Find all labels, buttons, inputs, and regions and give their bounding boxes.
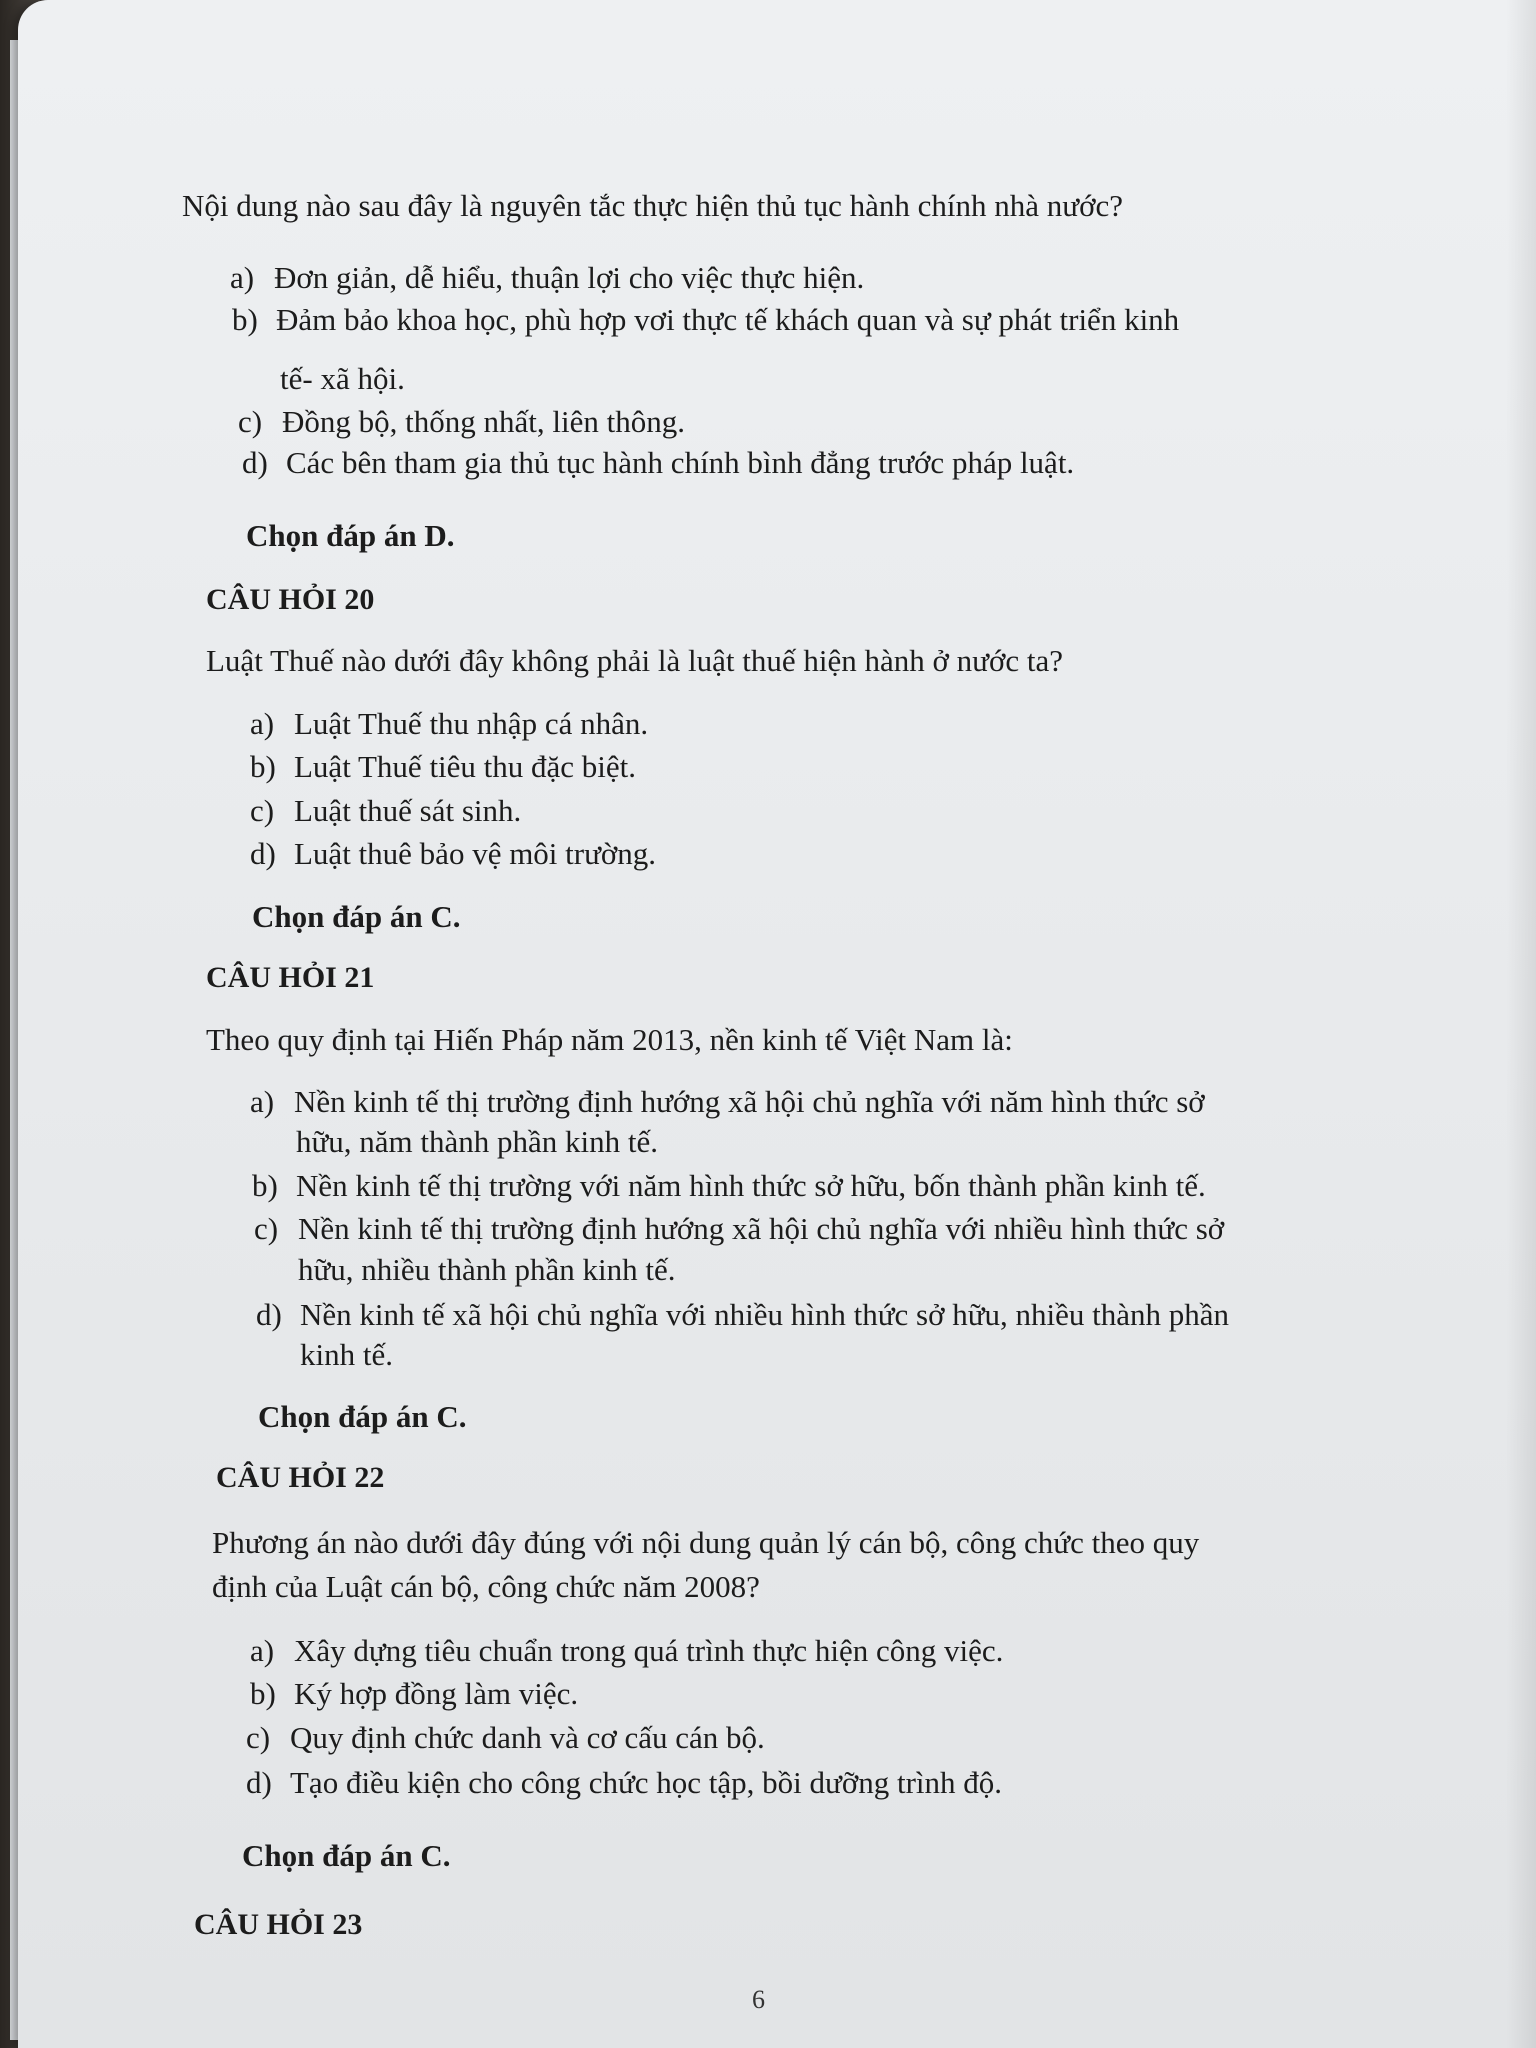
option-letter: b)	[250, 1676, 276, 1711]
q22-question-line1: Phương án nào dưới đây đúng với nội dung quản lý cán bộ, công chức theo quy	[212, 1525, 1200, 1560]
q21-answer: Chọn đáp án C.	[258, 1399, 467, 1434]
option-letter: d)	[250, 836, 276, 871]
q22-option-b	[250, 1674, 578, 1714]
option-text: Luật thuê bảo vệ môi trường.	[294, 836, 657, 871]
option-letter: a)	[230, 260, 255, 295]
q21-question: Theo quy định tại Hiến Pháp năm 2013, nền kinh tế Việt Nam là:	[206, 1022, 1013, 1057]
q21-option-c-continued: hữu, nhiều thành phần kinh tế.	[298, 1252, 676, 1287]
q22-option-a	[250, 1631, 1003, 1671]
option-text: Đơn giản, dễ hiểu, thuận lợi cho việc thực hiện.	[274, 260, 865, 295]
q22-option-d	[246, 1763, 1002, 1803]
intro-question: Nội dung nào sau đây là nguyên tắc thực hiện thủ tục hành chính nhà nước?	[182, 188, 1123, 223]
q21-option-c	[254, 1209, 1224, 1249]
q20-option-a	[250, 704, 648, 744]
intro-option-a	[230, 258, 864, 298]
q21-option-b	[252, 1166, 1206, 1206]
option-text: Quy định chức danh và cơ cấu cán bộ.	[290, 1720, 765, 1755]
option-text: Các bên tham gia thủ tục hành chính bình đẳng trước pháp luật.	[286, 445, 1075, 480]
option-text: Nền kinh tế thị trường định hướng xã hội chủ nghĩa với nhiều hình thức sở	[298, 1211, 1225, 1246]
intro-option-b	[232, 300, 1179, 340]
option-letter: a)	[250, 1633, 275, 1668]
q22-option-c	[246, 1718, 765, 1758]
option-letter: d)	[246, 1765, 272, 1800]
option-text: Xây dựng tiêu chuẩn trong quá trình thực hiện công việc.	[294, 1633, 1004, 1668]
q20-answer: Chọn đáp án C.	[252, 899, 461, 934]
option-letter: d)	[256, 1297, 282, 1332]
option-letter: c)	[250, 793, 275, 828]
option-letter: a)	[250, 706, 275, 741]
option-text: Luật Thuế tiêu thu đặc biệt.	[294, 749, 637, 784]
intro-option-b-continued: tế- xã hội.	[280, 361, 405, 396]
q20-option-d	[250, 834, 656, 874]
q20-question: Luật Thuế nào dưới đây không phải là luật thuế hiện hành ở nước ta?	[206, 643, 1063, 678]
option-letter: b)	[250, 749, 276, 784]
q21-option-a	[250, 1082, 1205, 1122]
option-text: Đồng bộ, thống nhất, liên thông.	[282, 404, 685, 439]
q22-question-line2: định của Luật cán bộ, công chức năm 2008?	[212, 1569, 760, 1604]
option-text: Nền kinh tế thị trường với năm hình thức sở hữu, bốn thành phần kinh tế.	[296, 1168, 1206, 1203]
option-letter: c)	[254, 1211, 279, 1246]
page-number: 6	[752, 1985, 765, 2014]
q23-heading: CÂU HỎI 23	[194, 1908, 363, 1941]
q22-answer: Chọn đáp án C.	[242, 1838, 451, 1873]
option-letter: b)	[232, 302, 258, 337]
q20-heading: CÂU HỎI 20	[206, 583, 375, 616]
option-text: Đảm bảo khoa học, phù hợp vơi thực tế khách quan và sự phát triển kinh	[276, 302, 1180, 337]
intro-answer: Chọn đáp án D.	[246, 518, 455, 553]
option-text: Tạo điều kiện cho công chức học tập, bồi dưỡng trình độ.	[290, 1765, 1003, 1800]
option-text: Nền kinh tế xã hội chủ nghĩa với nhiều hình thức sở hữu, nhiều thành phần	[300, 1297, 1230, 1332]
option-letter: c)	[238, 404, 263, 439]
q20-option-c	[250, 791, 521, 831]
q22-heading: CÂU HỎI 22	[216, 1461, 385, 1494]
option-text: Ký hợp đồng làm việc.	[294, 1676, 579, 1711]
q21-option-a-continued: hữu, năm thành phần kinh tế.	[296, 1124, 659, 1159]
q21-option-d-continued: kinh tế.	[300, 1337, 393, 1372]
option-letter: a)	[250, 1084, 275, 1119]
q20-option-b	[250, 747, 636, 787]
intro-option-c	[238, 402, 685, 442]
q21-heading: CÂU HỎI 21	[206, 961, 375, 994]
option-text: Luật Thuế thu nhập cá nhân.	[294, 706, 649, 741]
option-letter: d)	[242, 445, 268, 480]
q21-option-d	[256, 1295, 1229, 1335]
option-letter: c)	[246, 1720, 271, 1755]
option-text: Nền kinh tế thị trường định hướng xã hội chủ nghĩa với năm hình thức sở	[294, 1084, 1205, 1119]
option-text: Luật thuế sát sinh.	[294, 793, 522, 828]
intro-option-d	[242, 443, 1074, 483]
option-letter: b)	[252, 1168, 278, 1203]
